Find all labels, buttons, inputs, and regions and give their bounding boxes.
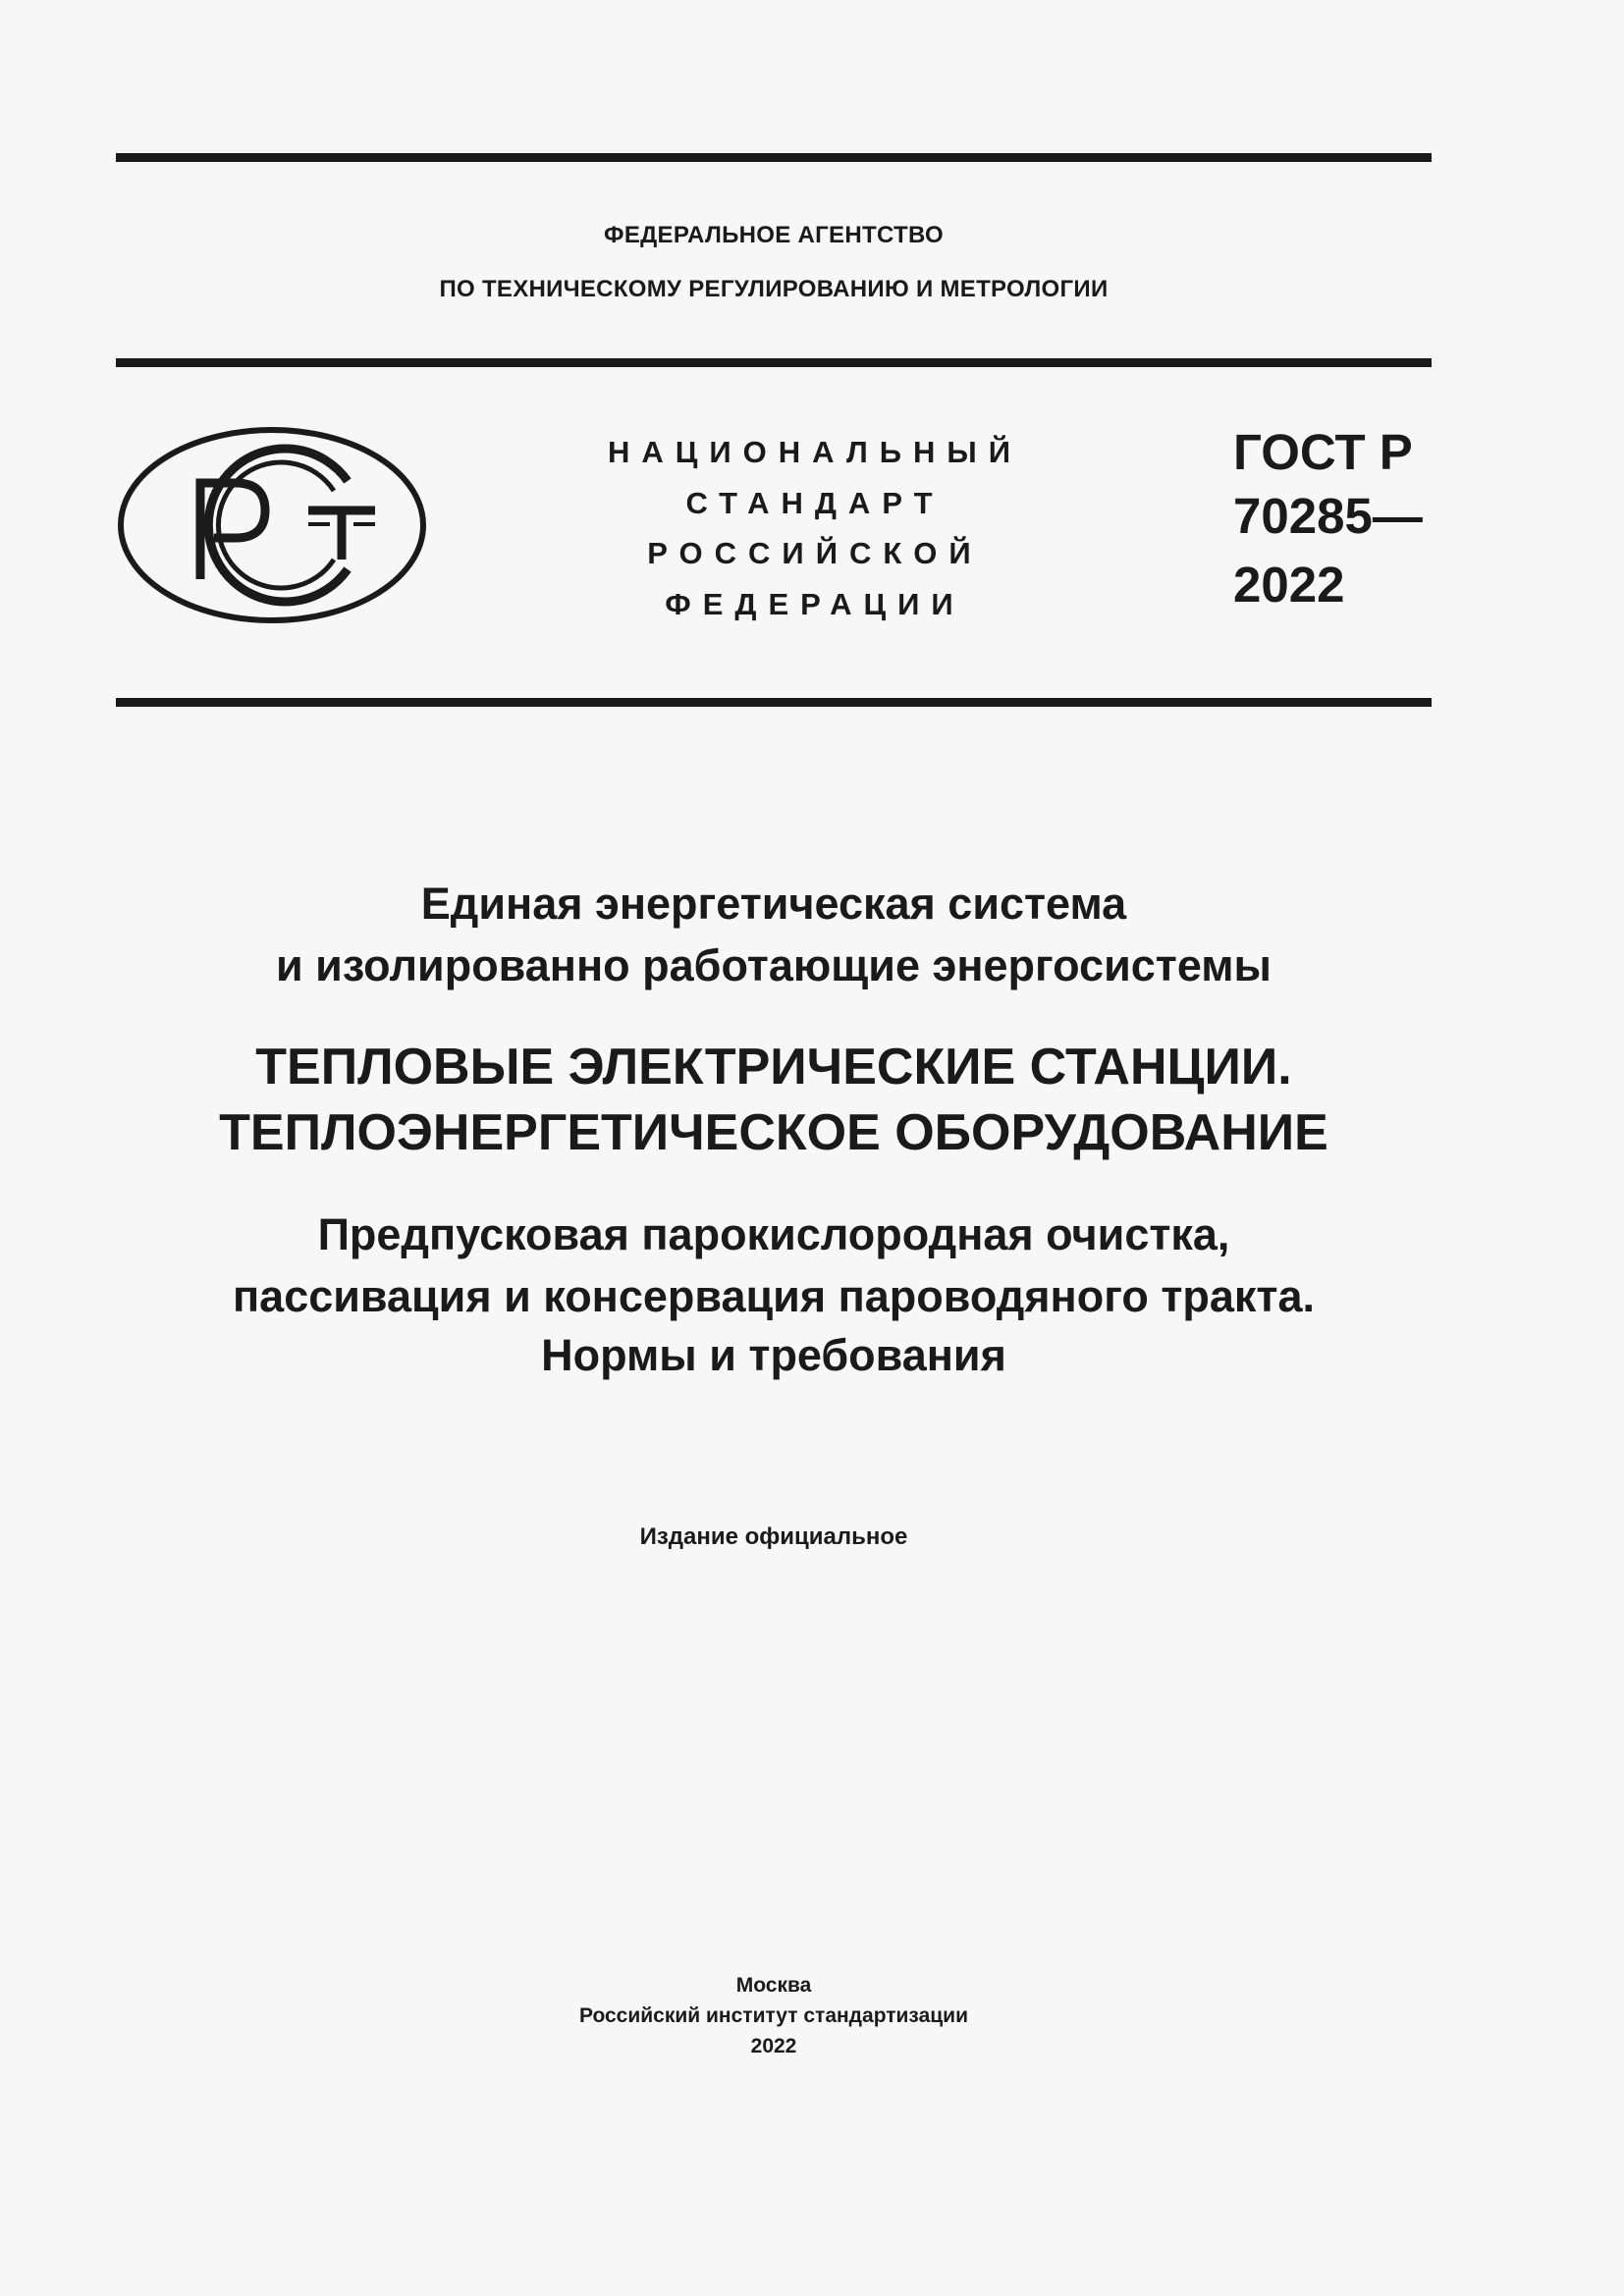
group-title-line-1: Единая энергетическая система bbox=[420, 879, 1127, 929]
imprint-city: Москва bbox=[735, 1974, 812, 1997]
national-standard-line-4: ФЕДЕРАЦИИ bbox=[665, 587, 965, 621]
header-rule bbox=[116, 358, 1432, 367]
subtitle-line-3: Нормы и требования bbox=[541, 1330, 1006, 1380]
title-block-rule bbox=[116, 698, 1432, 707]
standard-designation-line-3: 2022 bbox=[1233, 557, 1345, 613]
standard-designation-line-1: ГОСТ Р bbox=[1233, 424, 1413, 480]
national-standard-line-1: НАЦИОНАЛЬНЫЙ bbox=[607, 435, 1023, 469]
agency-line-2: ПО ТЕХНИЧЕСКОМУ РЕГУЛИРОВАНИЮ И МЕТРОЛОГИИ bbox=[439, 276, 1109, 302]
main-title-line-2: ТЕПЛОЭНЕРГЕТИЧЕСКОЕ ОБОРУДОВАНИЕ bbox=[219, 1104, 1328, 1161]
subtitle-line-1: Предпусковая парокислородная очистка, bbox=[317, 1209, 1230, 1259]
top-rule bbox=[116, 153, 1432, 162]
main-title-line-1: ТЕПЛОВЫЕ ЭЛЕКТРИЧЕСКИЕ СТАНЦИИ. bbox=[255, 1039, 1292, 1095]
standard-designation-line-2: 70285— bbox=[1233, 488, 1423, 544]
subtitle-line-2: пассивация и консервация пароводяного тракта. bbox=[232, 1271, 1316, 1321]
group-title-line-2: и изолированно работающие энергосистемы bbox=[276, 940, 1272, 990]
agency-line-1: ФЕДЕРАЛЬНОЕ АГЕНТСТВО bbox=[604, 222, 944, 248]
imprint-publisher: Российский институт стандартизации bbox=[578, 2004, 969, 2027]
rst-certification-mark-icon bbox=[116, 426, 428, 624]
imprint-year: 2022 bbox=[750, 2035, 797, 2057]
edition-label: Издание официальное bbox=[639, 1523, 908, 1550]
national-standard-line-2: СТАНДАРТ bbox=[685, 486, 945, 520]
national-standard-line-3: РОССИЙСКОЙ bbox=[647, 536, 983, 570]
